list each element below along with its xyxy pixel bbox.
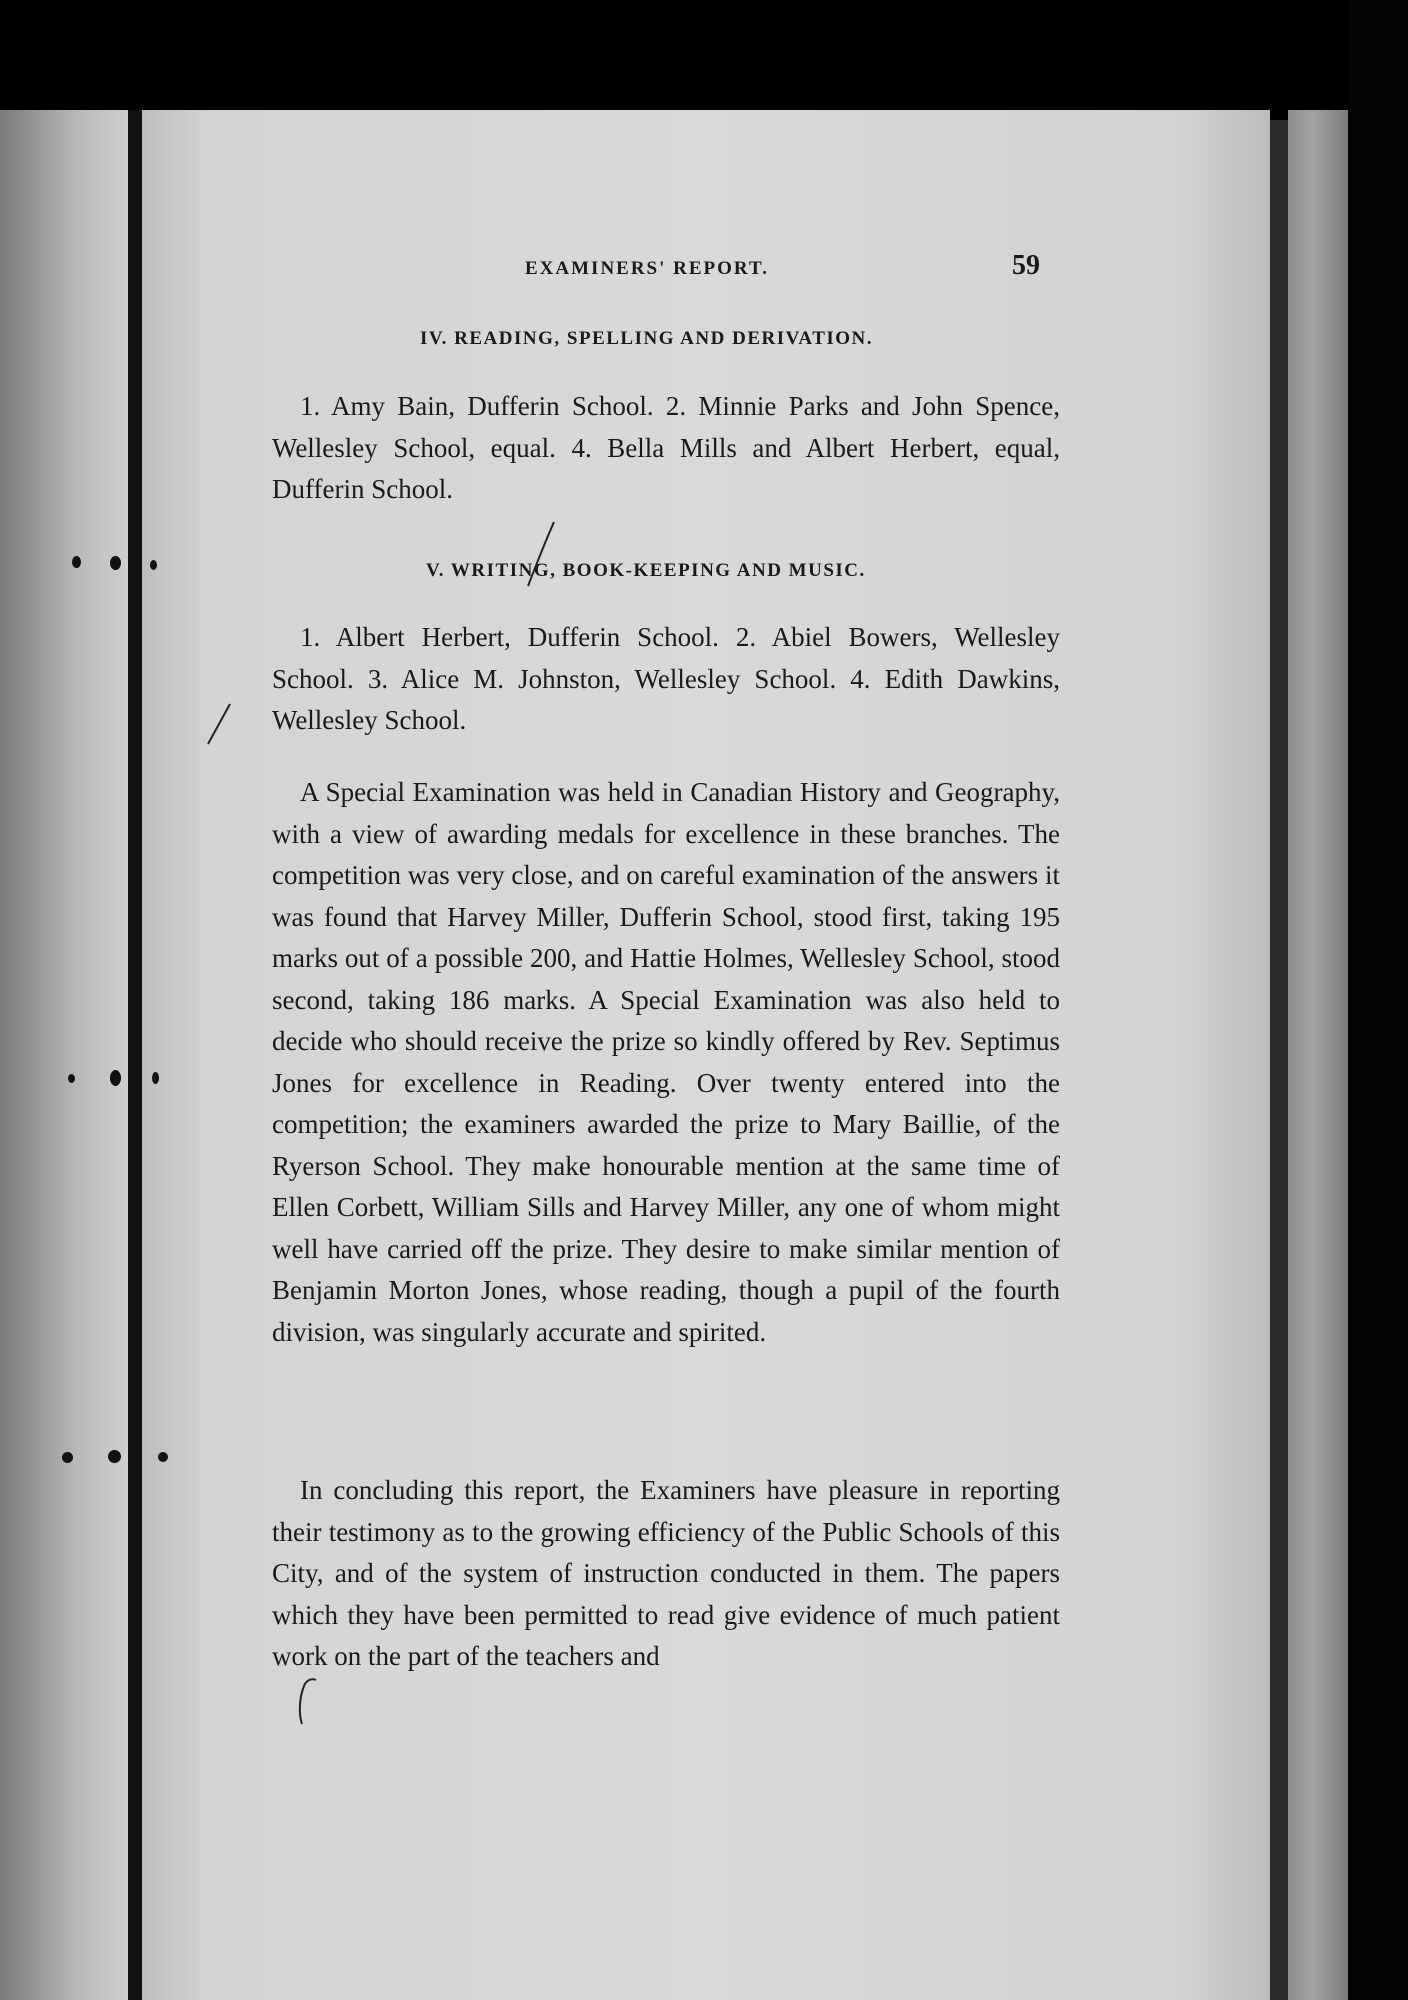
pencil-stroke	[520, 520, 560, 590]
binding-hole-mark	[152, 1072, 159, 1084]
section-iv-results: 1. Amy Bain, Dufferin School. 2. Minnie Parks and John Spence, Wellesley School, equal. 4. Bella Mills and Albert Herbert, equal, Dufferin School.	[272, 391, 1060, 504]
page-edge-shadow	[1270, 120, 1288, 2000]
binding-hole-mark	[108, 1450, 121, 1463]
section-heading-iv: IV. READING, SPELLING AND DERIVATION.	[420, 328, 874, 349]
pencil-checkmark	[200, 700, 240, 750]
binding-hole-mark	[68, 1074, 75, 1083]
page-stack-edge	[1288, 110, 1348, 2000]
binding-hole-mark	[62, 1452, 73, 1463]
special-examination-paragraph: A Special Examination was held in Canadian History and Geography, with a view of awarding medals for excellence in these branches. The competition was very close, and on careful examination of the answers it was found that Harvey Miller, Dufferin School, stood first, taking 195 marks out of a possible 200, and Hattie Holmes, Wellesley School, stood second, taking 186 marks. A Special Examination was also held to decide who should receive the prize so kindly offered by Rev. Septimus Jones for excellence in Reading. Over twenty entered into the competition; the examiners awarded the prize to Mary Baillie, of the Ryerson School. They make honourable mention at the same time of Ellen Corbett, William Sills and Harvey Miller, any one of whom might well have carried off the prize. They desire to make similar mention of Benjamin Morton Jones, whose reading, though a pupil of the fourth division, was singularly accurate and spirited.	[272, 777, 1060, 1347]
running-head: EXAMINERS' REPORT.	[525, 258, 769, 279]
binding-hole-mark	[110, 1070, 121, 1086]
binding-hole-mark	[158, 1452, 168, 1462]
left-page-edge	[0, 110, 128, 2000]
binding-hole-mark	[72, 556, 81, 568]
section-v-results: 1. Albert Herbert, Dufferin School. 2. Abiel Bowers, Wellesley School. 3. Alice M. Johnston, Wellesley School. 4. Edith Dawkins, Wellesley School.	[272, 622, 1060, 735]
pencil-squiggle	[290, 1676, 320, 1726]
binding-hole-mark	[110, 556, 121, 570]
concluding-paragraph: In concluding this report, the Examiners have pleasure in reporting their testimony as to the growing efficiency of the Public Schools of this City, and of the system of instruction conducted in them. The papers which they have been permitted to read give evidence of much patient work on the part of the teachers and	[272, 1475, 1060, 1671]
binding-hole-mark	[150, 560, 157, 570]
binding-gutter	[128, 110, 142, 2000]
scan-background	[1348, 0, 1408, 2000]
page-number: 59	[1012, 250, 1040, 281]
section-heading-v: V. WRITING, BOOK-KEEPING AND MUSIC.	[426, 560, 866, 581]
